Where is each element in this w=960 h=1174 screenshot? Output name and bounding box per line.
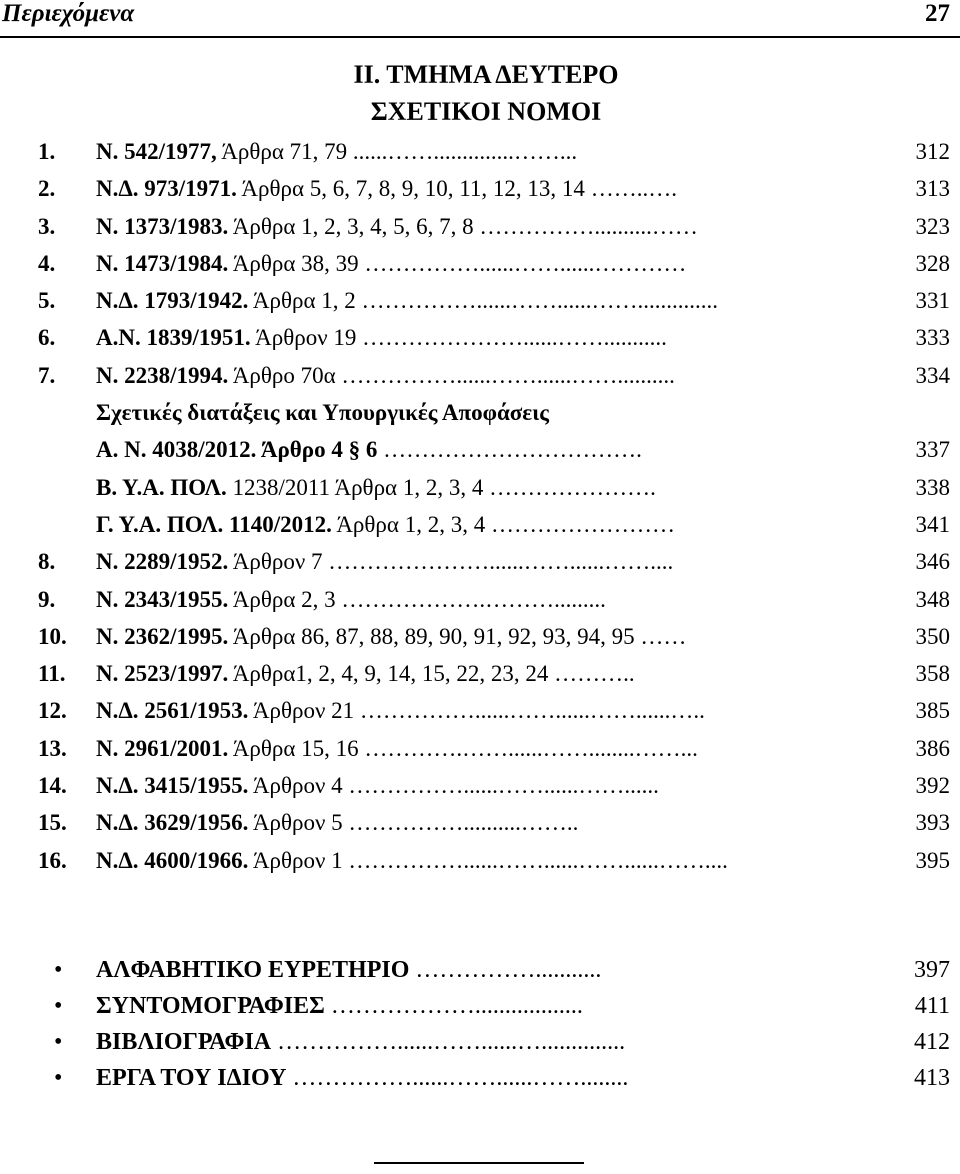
entry-articles: Άρθρα 5, 6, 7, 8, 9, 10, 11, 12, 13, 14 xyxy=(236,176,585,202)
entry-number: 13. xyxy=(38,735,67,761)
entry-number: 8. xyxy=(38,549,56,575)
entry-articles: Άρθρον 19 xyxy=(250,325,357,351)
entry-articles: Άρθρα 86, 87, 88, 89, 90, 91, 92, 93, 94, 95 xyxy=(228,623,635,649)
toc-entry[interactable] xyxy=(0,543,960,580)
leader-dots: ……………......……......……......…….... xyxy=(342,847,728,873)
appendix-title: ΑΛΦΑΒΗΤΙΚΟ ΕΥΡΕΤΗΡΙΟ xyxy=(96,957,410,983)
appendix-text xyxy=(96,1024,625,1060)
section-title-heading: ΣΧΕΤΙΚΟΙ ΝΟΜΟΙ xyxy=(370,97,602,126)
entry-law: Β. Υ.Α. ΠΟΛ. xyxy=(96,474,227,500)
entry-text xyxy=(96,506,675,543)
appendix-text xyxy=(96,952,601,988)
appendix-page-number: 397 xyxy=(914,957,950,983)
leader-dots: ……………......……......………… xyxy=(358,250,687,276)
entry-articles: Άρθρα 2, 3 xyxy=(228,586,336,612)
entry-page-number: 350 xyxy=(915,623,950,649)
leader-dots: ……………….………......... xyxy=(335,586,606,612)
entry-page-number: 334 xyxy=(915,362,950,388)
toc-entry[interactable] xyxy=(0,319,960,356)
entry-text xyxy=(96,133,577,170)
entry-number: 2. xyxy=(38,176,56,202)
entry-page-number: 395 xyxy=(915,847,950,873)
toc-entry[interactable] xyxy=(0,282,960,319)
appendix-title: ΕΡΓΑ ΤΟΥ ΙΔΙΟΥ xyxy=(96,1065,287,1091)
page-number: 27 xyxy=(925,0,950,27)
entry-law: Ν.Δ. 973/1971. xyxy=(96,176,237,202)
entry-articles: Άρθρον 4 xyxy=(248,773,343,799)
entry-law: Ν. 1473/1984. xyxy=(96,250,229,276)
leader-dots: ……………………………. xyxy=(377,437,642,463)
leader-dots: ……………….................. xyxy=(324,993,583,1019)
appendix-entry[interactable] xyxy=(0,1060,960,1096)
leader-dots: ……………......……......…….............. xyxy=(355,288,719,314)
entry-law: Γ. Υ.Α. ΠΟΛ. 1140/2012. xyxy=(96,511,332,537)
entry-page-number: 337 xyxy=(915,437,950,463)
entry-law: Ν. 542/1977, xyxy=(96,139,217,164)
toc-entry[interactable] xyxy=(0,170,960,207)
entry-number: 14. xyxy=(38,773,67,799)
entry-articles: Άρθρα1, 2, 4, 9, 14, 15, 22, 23, 24 xyxy=(228,661,549,687)
entry-text xyxy=(96,804,578,841)
entry-articles: Άρθρο 70α xyxy=(228,362,336,388)
entry-text xyxy=(96,357,675,394)
entry-law: Ν.Δ. 1793/1942. xyxy=(96,288,249,314)
entry-number: 4. xyxy=(38,250,56,276)
entry-articles: Άρθρα 71, 79 xyxy=(216,139,348,164)
section-part-heading: ΙΙ. ΤΜΗΜΑ ΔΕΥΤΕΡΟ xyxy=(353,60,619,89)
leader-dots: …………………. xyxy=(483,474,656,500)
entry-law: Ν.Δ. 3629/1956. xyxy=(96,810,249,836)
entry-number: 10. xyxy=(38,623,67,649)
entry-law: Α.Ν. 1839/1951. xyxy=(96,325,251,351)
entry-law: Ν.Δ. 2561/1953. xyxy=(96,698,249,724)
entry-articles: Άρθρον 7 xyxy=(228,549,323,575)
appendix-list xyxy=(0,952,960,1096)
bullet-icon: • xyxy=(54,993,63,1019)
entry-page-number: 328 xyxy=(915,250,950,276)
entry-number: 3. xyxy=(38,213,56,239)
entry-page-number: 392 xyxy=(915,773,950,799)
entry-page-number: 333 xyxy=(915,325,950,351)
leader-dots: ......……..............……... xyxy=(347,139,578,164)
toc-entry[interactable] xyxy=(0,767,960,804)
entry-page-number: 358 xyxy=(915,661,950,687)
entry-text xyxy=(96,655,635,692)
leader-dots: ………….……......……........……... xyxy=(358,735,698,761)
entry-law: Ν. 2238/1994. xyxy=(96,362,229,388)
entry-text xyxy=(96,618,686,655)
toc-entry[interactable] xyxy=(0,133,960,170)
entry-number: 11. xyxy=(38,661,66,687)
leader-dots: ……………......……......……......….. xyxy=(354,698,705,724)
entry-text xyxy=(96,431,642,468)
entry-number: 6. xyxy=(38,325,56,351)
appendix-page-number: 412 xyxy=(914,1029,950,1055)
entry-articles: Άρθρον 21 xyxy=(248,698,355,724)
appendix-text xyxy=(96,988,583,1024)
entry-law: Α. Ν. 4038/2012. Άρθρο 4 § 6 xyxy=(96,437,378,463)
entry-text xyxy=(96,282,718,319)
toc-entry[interactable] xyxy=(0,357,960,394)
toc-list xyxy=(0,133,960,879)
toc-entry[interactable] xyxy=(0,581,960,618)
page-header xyxy=(0,0,960,38)
toc-entry[interactable] xyxy=(0,692,960,729)
entry-articles: Άρθρα 15, 16 xyxy=(228,735,359,761)
appendix-entry[interactable] xyxy=(0,1024,960,1060)
entry-articles: Άρθρον 1 xyxy=(248,847,343,873)
bullet-icon: • xyxy=(54,957,63,983)
leader-dots: ……………..........…… xyxy=(473,213,698,239)
entry-articles: Άρθρα 1, 2, 3, 4 xyxy=(331,511,486,537)
entry-text xyxy=(96,208,698,245)
leader-dots: ……………......……......……........ xyxy=(286,1065,629,1091)
entry-articles: Άρθρα 1, 2, 3, 4, 5, 6, 7, 8 xyxy=(228,213,474,239)
toc-entry[interactable] xyxy=(0,804,960,841)
entry-text xyxy=(96,245,686,282)
leader-dots: …………………… xyxy=(485,511,675,537)
entry-text xyxy=(96,394,549,431)
entry-number: 1. xyxy=(38,139,56,164)
toc-entry[interactable] xyxy=(0,394,960,431)
appendix-page-number: 411 xyxy=(914,993,950,1019)
leader-dots: ……………......……......……...... xyxy=(342,773,659,799)
entry-page-number: 331 xyxy=(915,288,950,314)
appendix-title: ΒΙΒΛΙΟΓΡΑΦΙΑ xyxy=(96,1029,272,1055)
entry-page-number: 393 xyxy=(915,810,950,836)
leader-dots: ……………..........…….. xyxy=(342,810,579,836)
entry-law: Σχετικές διατάξεις και Υπουργικές Αποφάσεις xyxy=(96,400,549,426)
entry-page-number: 385 xyxy=(915,698,950,724)
entry-law: Ν.Δ. 3415/1955. xyxy=(96,773,249,799)
leader-dots: ……………......……......…….......... xyxy=(335,362,675,388)
leader-dots: …………………......……......…….... xyxy=(322,549,674,575)
entry-page-number: 312 xyxy=(915,139,950,164)
toc-entry[interactable] xyxy=(0,431,960,468)
leader-dots: ……….. xyxy=(548,661,635,687)
entry-text xyxy=(96,581,606,618)
leader-dots: …… xyxy=(634,623,687,649)
entry-law: Ν. 2289/1952. xyxy=(96,549,229,575)
appendix-title: ΣΥΝΤΟΜΟΓΡΑΦΙΕΣ xyxy=(96,993,325,1019)
entry-number: 12. xyxy=(38,698,67,724)
entry-articles: Άρθρα 38, 39 xyxy=(228,250,359,276)
toc-entry[interactable] xyxy=(0,469,960,506)
entry-number: 5. xyxy=(38,288,56,314)
appendix-entry[interactable] xyxy=(0,952,960,988)
toc-entry[interactable] xyxy=(0,842,960,879)
leader-dots: ……………......……......….............. xyxy=(271,1029,626,1055)
leader-dots: …………………......……........... xyxy=(356,325,667,351)
toc-entry[interactable] xyxy=(0,730,960,767)
entry-articles: Άρθρα 1, 2 xyxy=(248,288,356,314)
entry-law: Ν. 2362/1995. xyxy=(96,623,229,649)
bullet-icon: • xyxy=(54,1065,63,1091)
entry-text xyxy=(96,319,667,356)
entry-articles: 1238/2011 Άρθρα 1, 2, 3, 4 xyxy=(226,474,484,500)
entry-text xyxy=(96,842,728,879)
entry-text xyxy=(96,730,698,767)
toc-entry[interactable] xyxy=(0,245,960,282)
entry-page-number: 313 xyxy=(915,176,950,202)
toc-entry[interactable] xyxy=(0,618,960,655)
bullet-icon: • xyxy=(54,1029,63,1055)
entry-law: Ν. 1373/1983. xyxy=(96,213,229,239)
appendix-page-number: 413 xyxy=(914,1065,950,1091)
entry-law: Ν. 2961/2001. xyxy=(96,735,229,761)
entry-text xyxy=(96,543,673,580)
toc-entry[interactable] xyxy=(0,208,960,245)
entry-text xyxy=(96,469,656,506)
entry-number: 16. xyxy=(38,847,67,873)
entry-number: 9. xyxy=(38,586,56,612)
entry-page-number: 386 xyxy=(915,735,950,761)
entry-law: Ν. 2523/1997. xyxy=(96,661,229,687)
footer-rule xyxy=(374,1162,584,1164)
entry-page-number: 348 xyxy=(915,586,950,612)
entry-page-number: 341 xyxy=(915,511,950,537)
entry-page-number: 338 xyxy=(915,474,950,500)
entry-text xyxy=(96,692,705,729)
entry-law: Ν. 2343/1955. xyxy=(96,586,229,612)
leader-dots: ……..…. xyxy=(584,176,677,202)
entry-law: Ν.Δ. 4600/1966. xyxy=(96,847,249,873)
entry-articles: Άρθρον 5 xyxy=(248,810,343,836)
entry-text xyxy=(96,767,659,804)
entry-page-number: 323 xyxy=(915,213,950,239)
entry-number: 7. xyxy=(38,362,56,388)
appendix-text xyxy=(96,1060,628,1096)
toc-entry[interactable] xyxy=(0,655,960,692)
toc-entry[interactable] xyxy=(0,506,960,543)
running-title: Περιεχόμενα xyxy=(2,0,135,27)
entry-text xyxy=(96,170,677,207)
entry-page-number: 346 xyxy=(915,549,950,575)
entry-number: 15. xyxy=(38,810,67,836)
leader-dots: ……………........... xyxy=(409,957,602,983)
appendix-entry[interactable] xyxy=(0,988,960,1024)
